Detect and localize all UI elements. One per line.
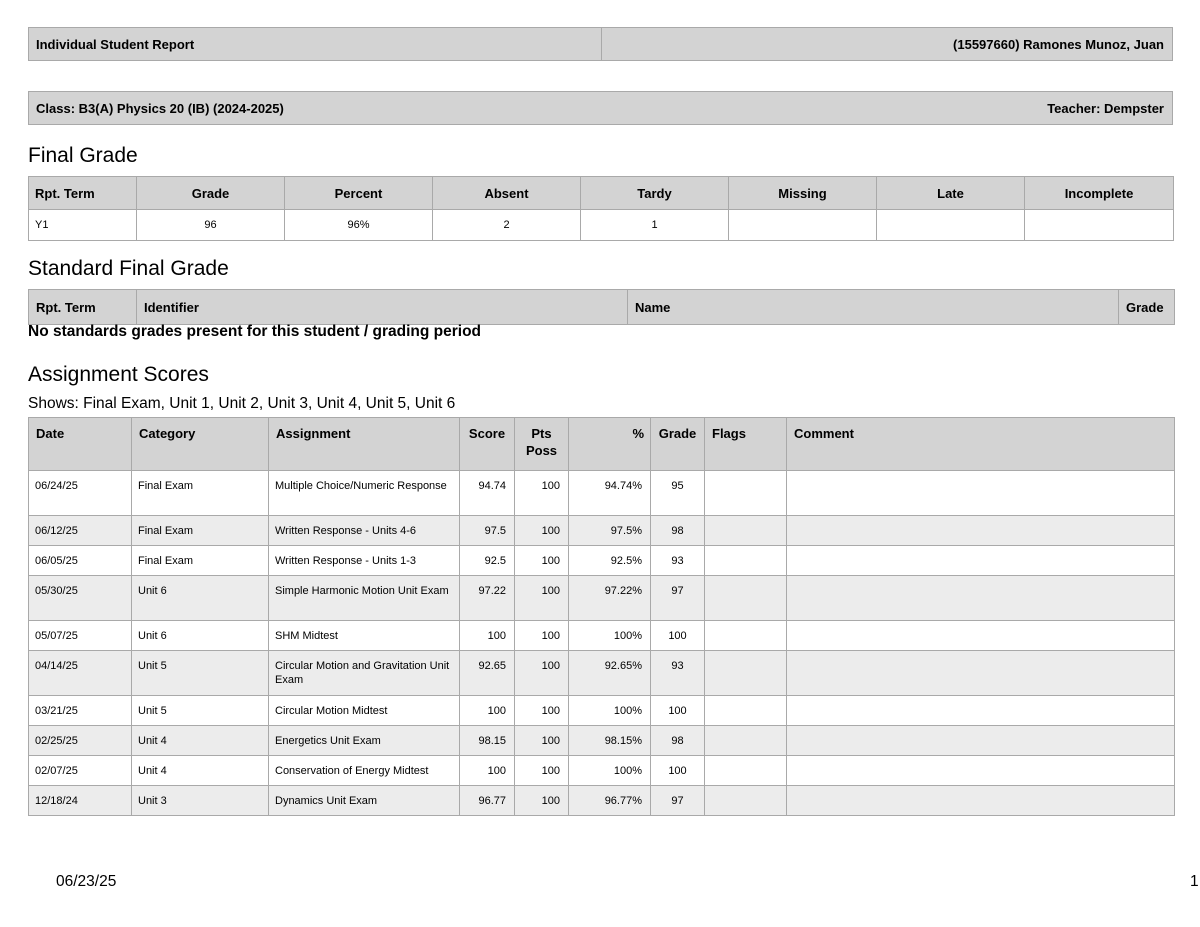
page-number: 1 [1190,873,1199,890]
col-pts-poss: Pts Poss [515,418,569,471]
cell-assignment: Multiple Choice/Numeric Response [269,471,460,516]
cell-comment [787,651,1175,696]
cell-late [877,210,1025,241]
cell-flags [705,726,787,756]
col-late: Late [877,177,1025,210]
cell-rpt-term: Y1 [29,210,137,241]
cell-assignment: Simple Harmonic Motion Unit Exam [269,576,460,621]
cell-category: Unit 6 [132,576,269,621]
report-title: Individual Student Report [36,36,195,52]
table-row [29,546,1175,576]
cell-category: Unit 5 [132,651,269,696]
cell-flags [705,621,787,651]
cell-date: 04/14/25 [29,651,132,696]
table-row [29,726,1175,756]
cell-score: 97.5 [460,516,515,546]
cell-comment [787,696,1175,726]
cell-pts-poss: 100 [515,471,569,516]
standard-final-grade-table [28,289,1175,325]
col-percent: Percent [285,177,433,210]
cell-flags [705,546,787,576]
col-name: Name [628,290,1119,325]
cell-category: Final Exam [132,471,269,516]
cell-percent: 100% [569,696,651,726]
col-absent: Absent [433,177,581,210]
cell-category: Unit 4 [132,756,269,786]
cell-date: 06/05/25 [29,546,132,576]
cell-grade: 98 [651,516,705,546]
col-rpt-term: Rpt. Term [29,177,137,210]
cell-missing [729,210,877,241]
cell-flags [705,786,787,816]
cell-percent: 92.65% [569,651,651,696]
cell-comment [787,576,1175,621]
cell-score: 100 [460,696,515,726]
cell-comment [787,621,1175,651]
cell-grade: 100 [651,696,705,726]
table-row [29,696,1175,726]
cell-assignment: Circular Motion and Gravitation Unit Exam [269,651,460,696]
category-filter-text: Shows: Final Exam, Unit 1, Unit 2, Unit 3, Unit 4, Unit 5, Unit 6 [28,395,456,412]
col-tardy: Tardy [581,177,729,210]
cell-score: 100 [460,621,515,651]
col-date: Date [29,418,132,471]
cell-grade: 97 [651,576,705,621]
cell-pts-poss: 100 [515,621,569,651]
cell-date: 05/07/25 [29,621,132,651]
assignment-scores-table [28,417,1175,816]
standard-final-grade-heading: Standard Final Grade [28,257,229,280]
table-row [29,786,1175,816]
cell-assignment: Conservation of Energy Midtest [269,756,460,786]
cell-pts-poss: 100 [515,516,569,546]
cell-comment [787,516,1175,546]
cell-grade: 93 [651,546,705,576]
cell-assignment: Written Response - Units 4-6 [269,516,460,546]
cell-date: 06/24/25 [29,471,132,516]
cell-grade: 98 [651,726,705,756]
footer-date: 06/23/25 [56,873,117,890]
cell-assignment: Circular Motion Midtest [269,696,460,726]
cell-grade: 95 [651,471,705,516]
cell-date: 03/21/25 [29,696,132,726]
cell-percent: 92.5% [569,546,651,576]
cell-date: 12/18/24 [29,786,132,816]
cell-comment [787,546,1175,576]
col-assignment: Assignment [269,418,460,471]
cell-grade: 100 [651,756,705,786]
cell-flags [705,576,787,621]
cell-flags [705,471,787,516]
cell-flags [705,516,787,546]
col-incomplete: Incomplete [1025,177,1174,210]
cell-date: 05/30/25 [29,576,132,621]
cell-category: Unit 4 [132,726,269,756]
col-grade: Grade [1119,290,1175,325]
class-label: Class: B3(A) Physics 20 (IB) (2024-2025) [36,100,284,116]
cell-grade: 96 [137,210,285,241]
col-rpt-term: Rpt. Term [29,290,137,325]
cell-flags [705,651,787,696]
cell-date: 02/07/25 [29,756,132,786]
col-score: Score [460,418,515,471]
report-header-bar [28,27,1173,61]
cell-tardy: 1 [581,210,729,241]
cell-category: Final Exam [132,516,269,546]
cell-assignment: Dynamics Unit Exam [269,786,460,816]
cell-score: 92.65 [460,651,515,696]
cell-assignment: Written Response - Units 1-3 [269,546,460,576]
final-grade-row [29,210,1174,241]
teacher-label: Teacher: Dempster [1047,100,1164,116]
cell-score: 94.74 [460,471,515,516]
cell-category: Unit 5 [132,696,269,726]
cell-assignment: Energetics Unit Exam [269,726,460,756]
cell-grade: 97 [651,786,705,816]
table-row [29,516,1175,546]
col-category: Category [132,418,269,471]
cell-flags [705,696,787,726]
table-row [29,471,1175,516]
cell-pts-poss: 100 [515,696,569,726]
cell-pts-poss: 100 [515,651,569,696]
table-row [29,651,1175,696]
cell-grade: 100 [651,621,705,651]
cell-score: 100 [460,756,515,786]
cell-comment [787,756,1175,786]
cell-percent: 97.22% [569,576,651,621]
cell-comment [787,471,1175,516]
cell-category: Unit 6 [132,621,269,651]
cell-flags [705,756,787,786]
cell-score: 98.15 [460,726,515,756]
cell-pts-poss: 100 [515,786,569,816]
cell-incomplete [1025,210,1174,241]
col-flags: Flags [705,418,787,471]
table-row [29,756,1175,786]
final-grade-heading: Final Grade [28,144,138,167]
col-percent: % [569,418,651,471]
cell-percent: 97.5% [569,516,651,546]
class-bar [28,91,1173,125]
cell-pts-poss: 100 [515,756,569,786]
assignment-scores-heading: Assignment Scores [28,363,209,386]
final-grade-table [28,176,1174,241]
cell-assignment: SHM Midtest [269,621,460,651]
col-grade: Grade [137,177,285,210]
col-identifier: Identifier [137,290,628,325]
cell-score: 96.77 [460,786,515,816]
cell-percent: 94.74% [569,471,651,516]
cell-date: 06/12/25 [29,516,132,546]
cell-percent: 100% [569,621,651,651]
cell-category: Unit 3 [132,786,269,816]
cell-category: Final Exam [132,546,269,576]
cell-percent: 96% [285,210,433,241]
cell-pts-poss: 100 [515,546,569,576]
cell-score: 92.5 [460,546,515,576]
col-missing: Missing [729,177,877,210]
student-name: (15597660) Ramones Munoz, Juan [953,36,1164,52]
cell-absent: 2 [433,210,581,241]
cell-grade: 93 [651,651,705,696]
table-row [29,621,1175,651]
cell-pts-poss: 100 [515,726,569,756]
cell-comment [787,726,1175,756]
table-row [29,576,1175,621]
cell-comment [787,786,1175,816]
cell-score: 97.22 [460,576,515,621]
cell-percent: 96.77% [569,786,651,816]
cell-date: 02/25/25 [29,726,132,756]
col-comment: Comment [787,418,1175,471]
col-grade: Grade [651,418,705,471]
cell-pts-poss: 100 [515,576,569,621]
cell-percent: 100% [569,756,651,786]
no-standards-message: No standards grades present for this student / grading period [28,323,482,340]
cell-percent: 98.15% [569,726,651,756]
header-divider [601,28,602,60]
